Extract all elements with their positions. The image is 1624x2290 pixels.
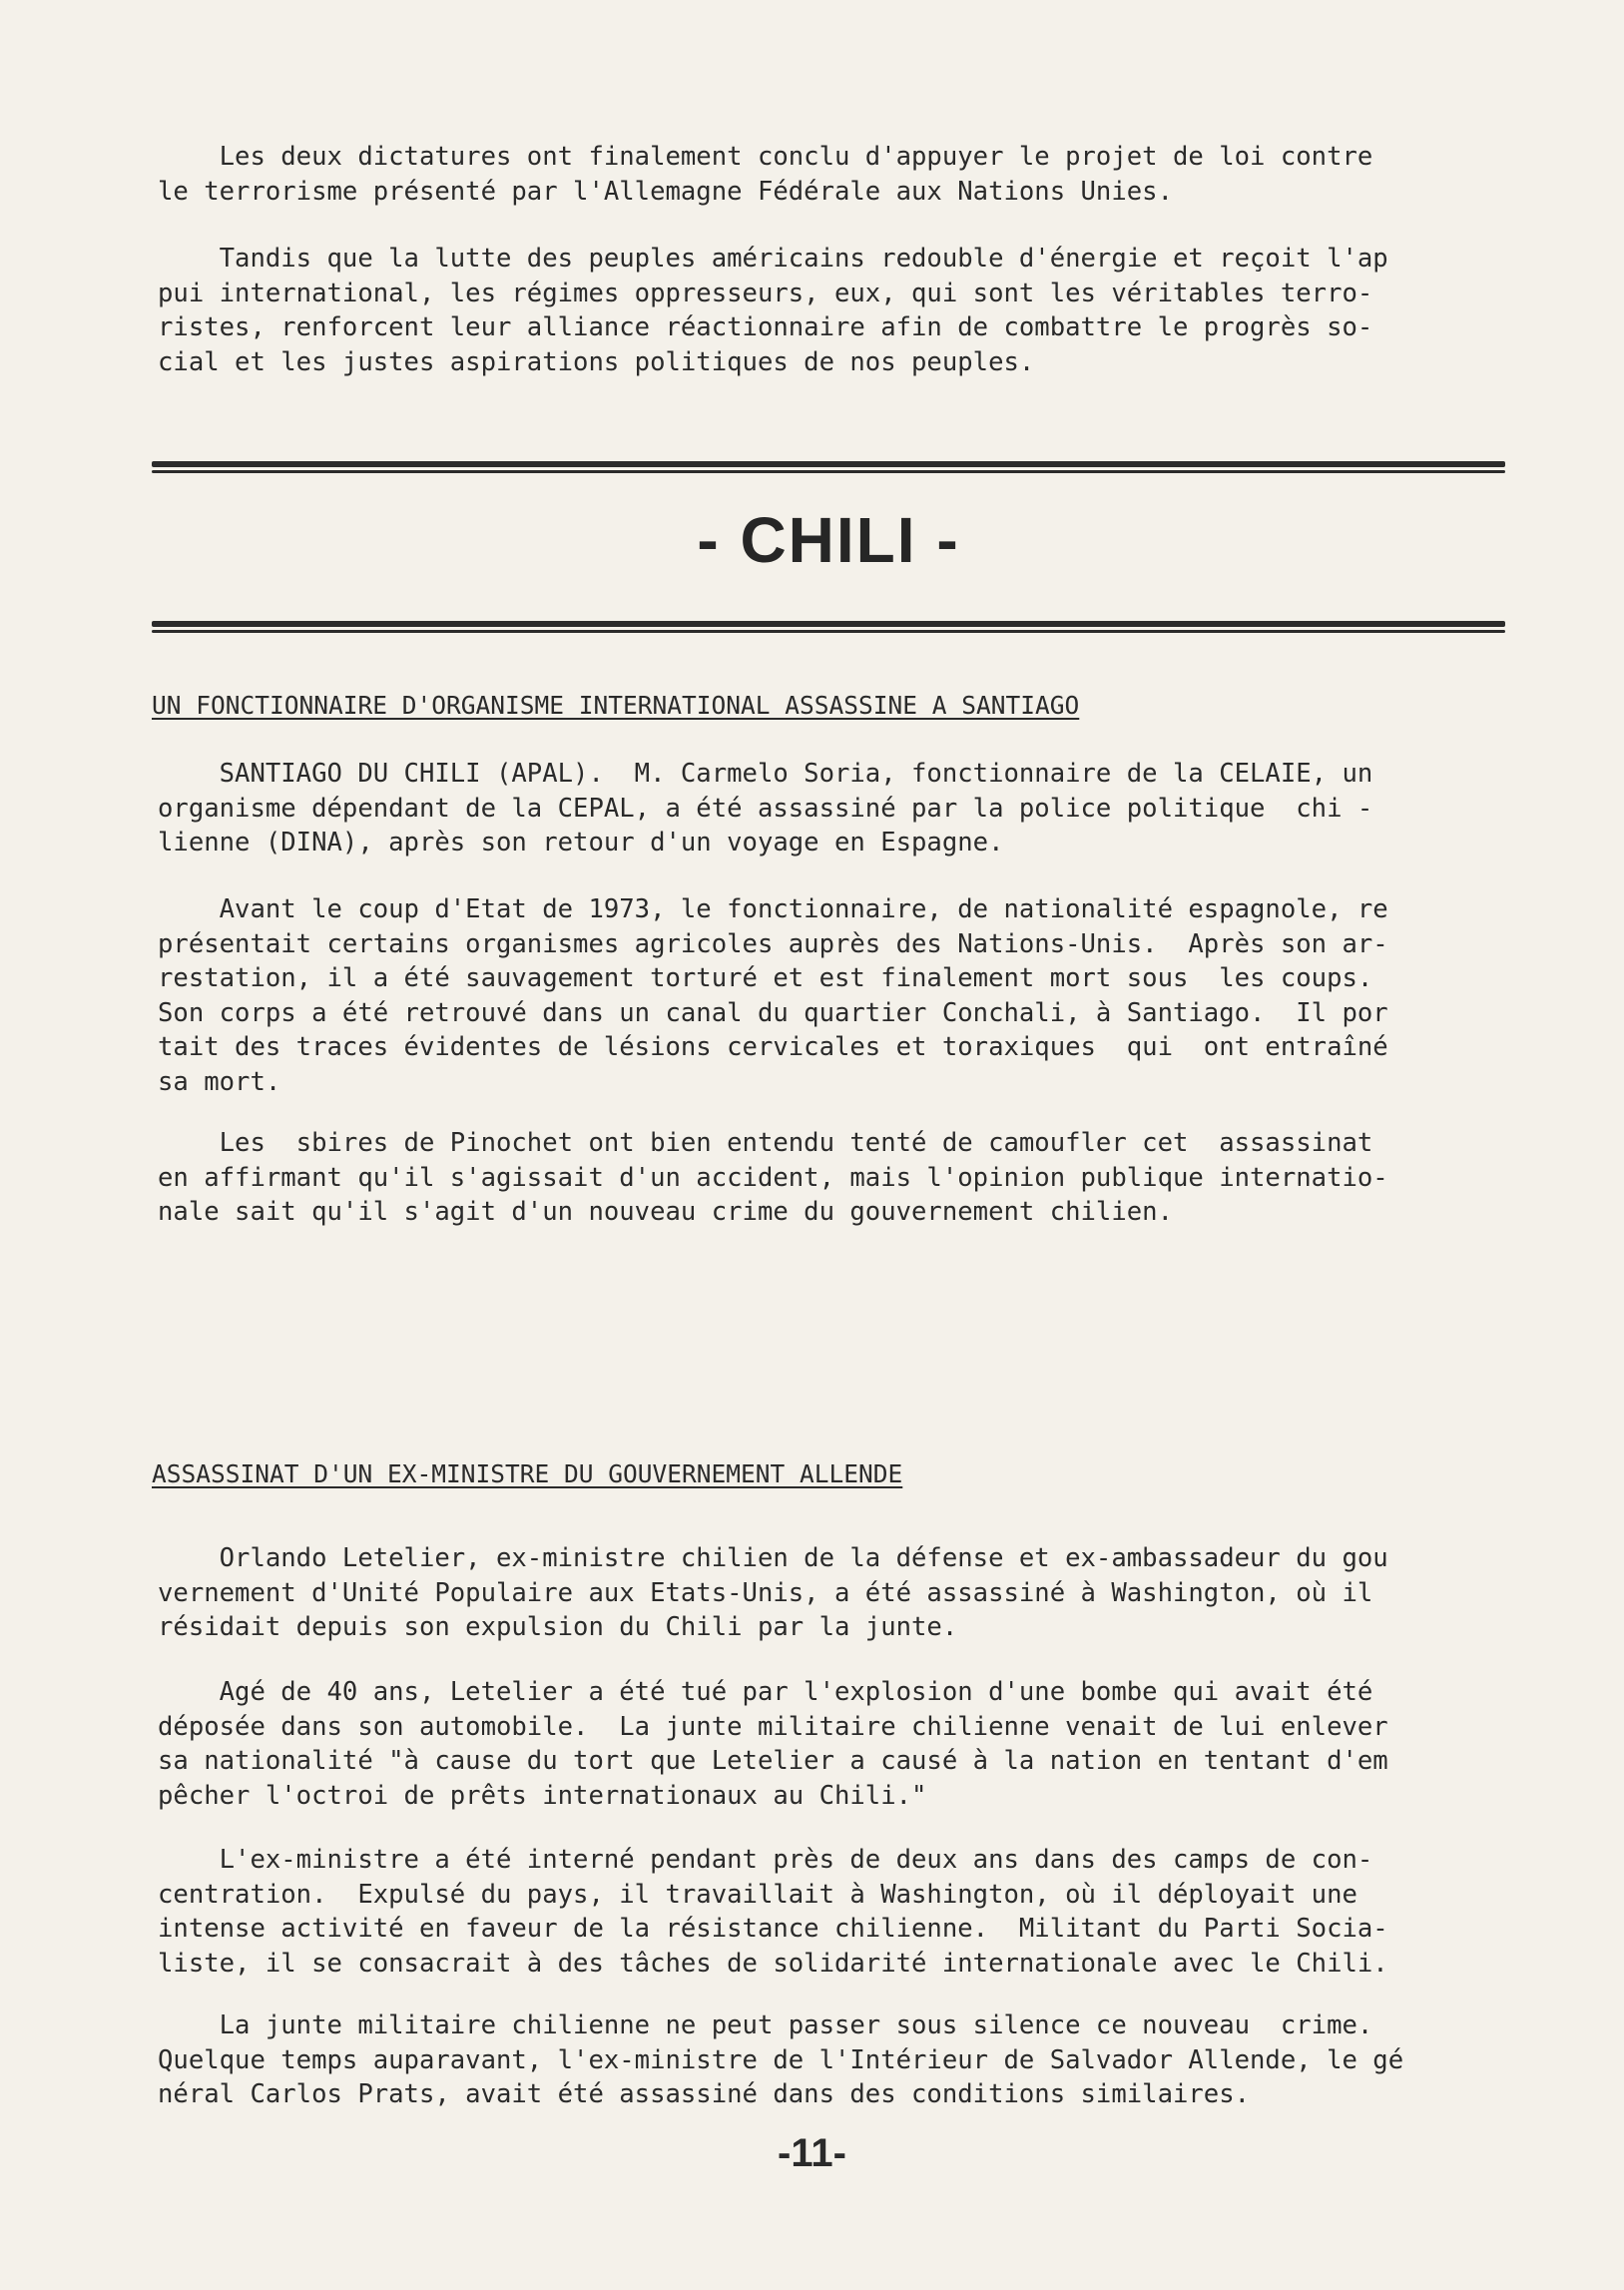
text-line: SANTIAGO DU CHILI (APAL). M. Carmelo Soria, fonctionnaire de la CELAIE, un (158, 759, 1373, 789)
article-2-paragraph-2 (158, 1675, 1505, 1813)
title-rule-top (152, 461, 1505, 467)
text-line: L'ex-ministre a été interné pendant près de deux ans dans des camps de con- (158, 1845, 1373, 1875)
article-2-paragraph-3 (158, 1843, 1505, 1981)
text-line: Orlando Letelier, ex-ministre chilien de la défense et ex-ambassadeur du gou (158, 1543, 1388, 1573)
text-line: liste, il se consacrait à des tâches de solidarité internationale avec le Chili. (158, 1948, 1388, 1979)
article-1-paragraph-1 (158, 757, 1505, 860)
text-line: Son corps a été retrouvé dans un canal du quartier Conchali, à Santiago. Il por (158, 997, 1388, 1028)
article-2-paragraph-1 (158, 1541, 1505, 1645)
text-line: organisme dépendant de la CEPAL, a été assassiné par la police politique chi - (158, 793, 1373, 824)
title-rule-top-thin (152, 470, 1505, 473)
intro-paragraph-1 (158, 140, 1505, 209)
text-line: vernement d'Unité Populaire aux Etats-Unis, a été assassiné à Washington, où il (158, 1577, 1373, 1608)
text-line: lienne (DINA), après son retour d'un voyage en Espagne. (158, 828, 1004, 858)
title-rule-bottom-thin (152, 630, 1505, 633)
text-line: Tandis que la lutte des peuples américains redouble d'énergie et reçoit l'ap (158, 244, 1388, 274)
text-line: restation, il a été sauvagement torturé et est finalement mort sous les coups. (158, 963, 1373, 993)
text-line: nale sait qu'il s'agit d'un nouveau crime du gouvernement chilien. (158, 1197, 1173, 1227)
text-line: le terrorisme présenté par l'Allemagne Fédérale aux Nations Unies. (158, 176, 1173, 207)
text-line: Avant le coup d'Etat de 1973, le fonctionnaire, de nationalité espagnole, re (158, 894, 1388, 924)
text-line: présentait certains organismes agricoles auprès des Nations-Unis. Après son ar- (158, 928, 1388, 959)
text-line: déposée dans son automobile. La junte militaire chilienne venait de lui enlever (158, 1711, 1388, 1742)
intro-paragraph-2 (158, 242, 1505, 379)
section-title: - CHILI - (697, 504, 960, 576)
text-line: ristes, renforcent leur alliance réactionnaire afin de combattre le progrès so- (158, 312, 1373, 342)
article-1-paragraph-2 (158, 892, 1505, 1099)
page-number: -11- (778, 2131, 846, 2175)
article-2-paragraph-4 (158, 2008, 1505, 2112)
text-line: centration. Expulsé du pays, il travaillait à Washington, où il déployait une (158, 1879, 1357, 1910)
text-line: sa mort. (158, 1066, 281, 1097)
article-1-heading: UN FONCTIONNAIRE D'ORGANISME INTERNATIONAL ASSASSINE A SANTIAGO (152, 691, 1080, 720)
article-2-heading: ASSASSINAT D'UN EX-MINISTRE DU GOUVERNEMENT ALLENDE (152, 1459, 903, 1488)
section-title-band (152, 461, 1505, 631)
text-line: pui international, les régimes oppresseurs, eux, qui sont les véritables terro- (158, 278, 1373, 308)
text-line: pêcher l'octroi de prêts internationaux au Chili." (158, 1780, 927, 1811)
text-line: Les sbires de Pinochet ont bien entendu tenté de camoufler cet assassinat (158, 1128, 1373, 1158)
text-line: résidait depuis son expulsion du Chili par la junte. (158, 1612, 958, 1642)
text-line: Quelque temps auparavant, l'ex-ministre de l'Intérieur de Salvador Allende, le gé (158, 2044, 1404, 2075)
text-line: intense activité en faveur de la résistance chilienne. Militant du Parti Socia- (158, 1914, 1388, 1944)
text-line: Agé de 40 ans, Letelier a été tué par l'explosion d'une bombe qui avait été (158, 1677, 1373, 1707)
text-line: tait des traces évidentes de lésions cervicales et toraxiques qui ont entraîné (158, 1032, 1388, 1062)
text-line: néral Carlos Prats, avait été assassiné dans des conditions similaires. (158, 2079, 1251, 2109)
title-rule-bottom (152, 621, 1505, 627)
text-line: sa nationalité "à cause du tort que Letelier a causé à la nation en tentant d'em (158, 1746, 1388, 1776)
text-line: Les deux dictatures ont finalement conclu d'appuyer le projet de loi contre (158, 142, 1373, 172)
text-line: cial et les justes aspirations politiques de nos peuples. (158, 346, 1035, 377)
text-line: en affirmant qu'il s'agissait d'un accident, mais l'opinion publique internatio- (158, 1162, 1388, 1193)
text-line: La junte militaire chilienne ne peut passer sous silence ce nouveau crime. (158, 2010, 1373, 2040)
article-1-paragraph-3 (158, 1126, 1505, 1230)
